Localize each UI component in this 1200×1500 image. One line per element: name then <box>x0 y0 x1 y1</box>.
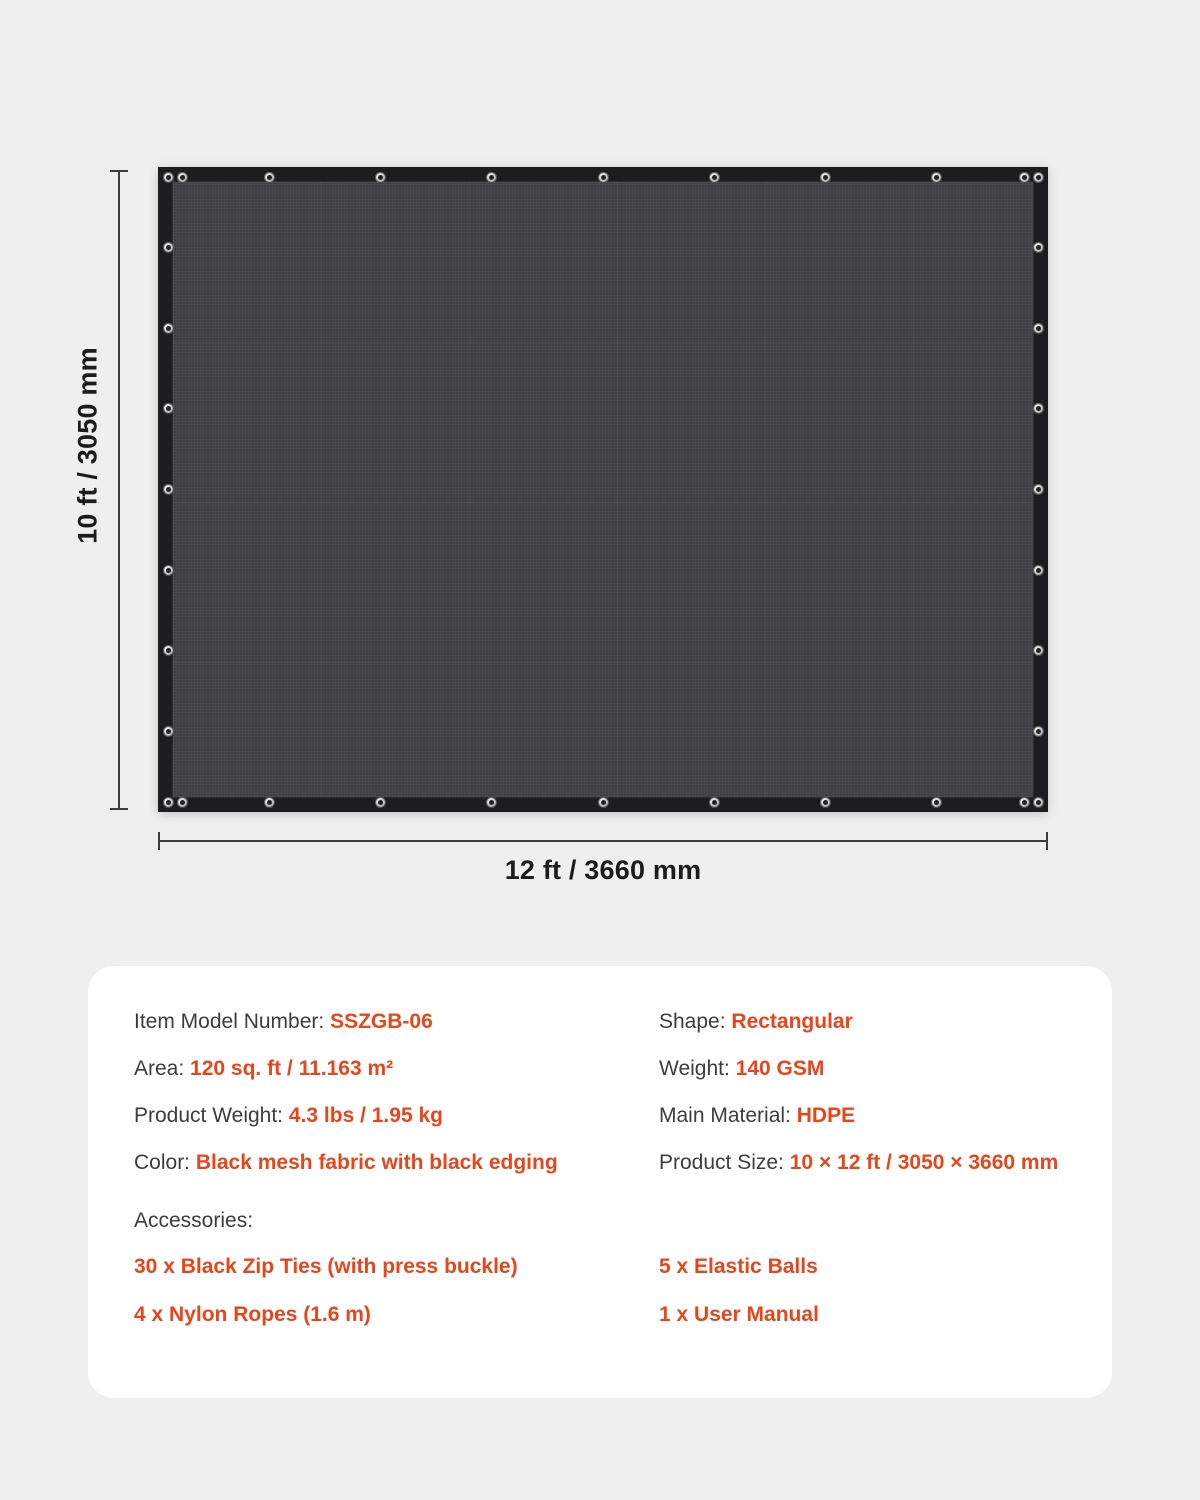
grommet <box>163 645 174 656</box>
grommet <box>931 172 942 183</box>
width-dimension-line <box>158 840 1048 842</box>
grommet <box>1033 797 1044 808</box>
grommet <box>709 172 720 183</box>
grommet <box>163 484 174 495</box>
spec-item-model-number <box>134 1010 659 1034</box>
spec-label: Product Size: <box>659 1151 784 1174</box>
grommet <box>264 797 275 808</box>
spec-area <box>134 1057 659 1081</box>
specifications-grid <box>134 1010 1066 1175</box>
grommet <box>931 797 942 808</box>
height-dimension-label: 10 ft / 3050 mm <box>72 347 103 544</box>
spec-color <box>134 1151 659 1175</box>
spec-value: 10 × 12 ft / 3050 × 3660 mm <box>789 1151 1059 1174</box>
spec-main-material <box>659 1104 1066 1128</box>
spec-label: Color: <box>134 1151 191 1174</box>
accessories-grid <box>134 1255 1066 1327</box>
grommet <box>598 172 609 183</box>
grommet <box>820 172 831 183</box>
spec-value: 120 sq. ft / 11.163 m² <box>190 1057 394 1080</box>
grommet <box>486 172 497 183</box>
grommet <box>163 726 174 737</box>
grommet <box>375 172 386 183</box>
grommet <box>1033 726 1044 737</box>
width-dimension-label: 12 ft / 3660 mm <box>504 855 702 885</box>
grommet <box>1033 172 1044 183</box>
height-dimension-line <box>118 170 120 810</box>
tarp-mesh-surface <box>172 181 1034 798</box>
grommet <box>163 403 174 414</box>
grommet <box>709 797 720 808</box>
grommet <box>486 797 497 808</box>
grommet <box>1033 565 1044 576</box>
accessory-item: 30 x Black Zip Ties (with press buckle) <box>134 1255 518 1278</box>
grommet <box>163 242 174 253</box>
spec-label: Shape: <box>659 1010 726 1033</box>
grommet <box>163 172 174 183</box>
grommet <box>163 797 174 808</box>
grommet <box>163 323 174 334</box>
spec-weight <box>659 1057 1066 1081</box>
grommet <box>375 797 386 808</box>
grommet <box>1033 403 1044 414</box>
spec-label: Main Material: <box>659 1104 791 1127</box>
height-dimension-cap-bottom <box>110 808 128 810</box>
grommet <box>177 172 188 183</box>
grommet <box>163 565 174 576</box>
spec-value: 140 GSM <box>735 1057 825 1080</box>
spec-label: Weight: <box>659 1057 730 1080</box>
accessory-item: 1 x User Manual <box>659 1303 819 1326</box>
width-dimension-cap-left <box>158 832 160 850</box>
width-dimension-cap-right <box>1046 832 1048 850</box>
grommet <box>598 797 609 808</box>
grommet <box>177 797 188 808</box>
grommet <box>1033 645 1044 656</box>
spec-value: 4.3 lbs / 1.95 kg <box>288 1104 443 1127</box>
grommet <box>1019 172 1030 183</box>
grommet <box>1033 323 1044 334</box>
grommet <box>264 172 275 183</box>
grommet <box>1019 797 1030 808</box>
spec-value: HDPE <box>796 1104 856 1127</box>
accessory-item: 5 x Elastic Balls <box>659 1255 818 1278</box>
tarp-image <box>158 167 1048 812</box>
accessories-title: Accessories: <box>134 1209 254 1232</box>
spec-value: Rectangular <box>731 1010 853 1033</box>
spec-label: Product Weight: <box>134 1104 284 1127</box>
spec-shape <box>659 1010 1066 1034</box>
spec-product-size <box>659 1151 1066 1175</box>
spec-product-weight <box>134 1104 659 1128</box>
grommet <box>1033 242 1044 253</box>
grommet <box>820 797 831 808</box>
grommet <box>1033 484 1044 495</box>
height-dimension-cap-top <box>110 170 128 172</box>
spec-value: Black mesh fabric with black edging <box>195 1151 558 1174</box>
specifications-card <box>88 966 1112 1398</box>
spec-label: Item Model Number: <box>134 1010 325 1033</box>
accessory-item: 4 x Nylon Ropes (1.6 m) <box>134 1303 371 1326</box>
spec-value: SSZGB-06 <box>330 1010 433 1033</box>
spec-label: Area: <box>134 1057 185 1080</box>
